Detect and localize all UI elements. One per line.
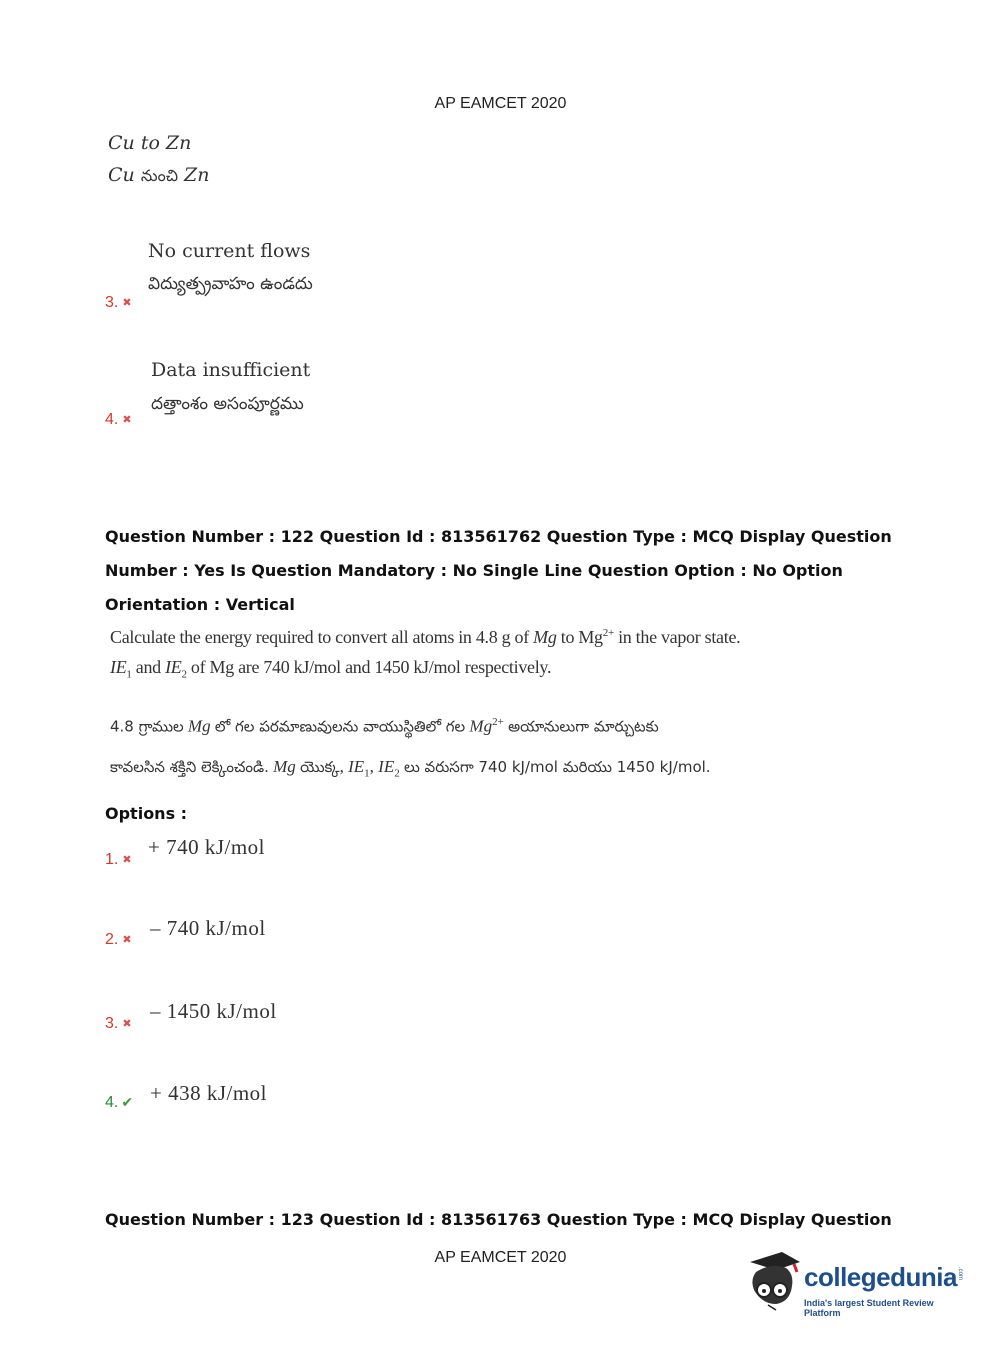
option-2-marker: 2. ✖ bbox=[105, 931, 132, 948]
question-122-stem-en-line2: $IE_1$ and $IE_2$ of Mg are 740 kJ/mol and 1450 kJ/mol respectively. bbox=[110, 657, 552, 681]
option-4-marker: 4. ✔ bbox=[105, 1094, 134, 1111]
prev-option-4-en: Data insufficient bbox=[151, 359, 311, 381]
logo-com: .com bbox=[957, 1267, 963, 1281]
page-header-title: AP EAMCET 2020 bbox=[434, 95, 567, 112]
question-122-stem-te-line2: కావలసిన శక్తిని లెక్కించండి. Mg యొక్క, $IE_1$, $IE_2$ లు వరుసగా 740 kJ/mol మరియు 1450 kJ/mol. bbox=[110, 757, 711, 780]
option-4-text: + 438 kJ/mol bbox=[150, 1081, 268, 1105]
correct-check-icon: ✔ bbox=[121, 1094, 134, 1110]
wrong-cross-icon: ✖ bbox=[122, 934, 132, 946]
prev-option-3-en: No current flows bbox=[148, 240, 311, 262]
logo-wordmark: collegedunia bbox=[804, 1262, 957, 1292]
collegedunia-logo bbox=[742, 1250, 972, 1320]
question-122-stem-en-line1: Calculate the energy required to convert all atoms in 4.8 g of Mg to $Mg^{2+}$ in the vapor state. bbox=[110, 627, 741, 647]
wrong-cross-icon: ✖ bbox=[122, 854, 132, 866]
wrong-cross-icon: ✖ bbox=[122, 414, 132, 426]
prev-option-3-te: విద్యుత్ప్రవాహం ఉండదు bbox=[148, 274, 313, 294]
wrong-cross-icon: ✖ bbox=[122, 297, 132, 309]
prev-option-4-marker: 4. ✖ bbox=[105, 411, 132, 428]
page-footer-title: AP EAMCET 2020 bbox=[434, 1249, 567, 1266]
option-2-text: – 740 kJ/mol bbox=[150, 916, 266, 940]
option-3-text: – 1450 kJ/mol bbox=[150, 999, 277, 1023]
prev-question-stem-te: Cu నుంచి Zn bbox=[108, 164, 210, 186]
option-3-marker: 3. ✖ bbox=[105, 1015, 132, 1032]
prev-option-3-marker: 3. ✖ bbox=[105, 294, 132, 311]
option-1-text: + 740 kJ/mol bbox=[148, 835, 266, 859]
mascot-icon bbox=[742, 1250, 804, 1312]
question-122-meta: Question Number : 122 Question Id : 813561762 Question Type : MCQ Display Question Number : Yes Is Question Mandatory : No Single Line Question Option : No Option Orientation : Vertical bbox=[105, 527, 892, 614]
prev-option-4-te: దత్తాంశం అసంపూర్ణము bbox=[151, 394, 304, 414]
question-123-meta: Question Number : 123 Question Id : 813561763 Question Type : MCQ Display Question bbox=[105, 1210, 892, 1229]
question-122-stem-te-line1: 4.8 గ్రాముల Mg లో గల పరమాణువులను వాయుస్థితిలో గల $Mg^{2+}$ అయానులుగా మార్చుటకు bbox=[110, 716, 659, 736]
options-label: Options : bbox=[105, 804, 188, 823]
wrong-cross-icon: ✖ bbox=[122, 1018, 132, 1030]
option-1-marker: 1. ✖ bbox=[105, 851, 132, 868]
prev-question-stem-en: Cu to Zn bbox=[108, 132, 192, 154]
logo-tagline: India's largest Student Review Platform bbox=[804, 1298, 934, 1318]
